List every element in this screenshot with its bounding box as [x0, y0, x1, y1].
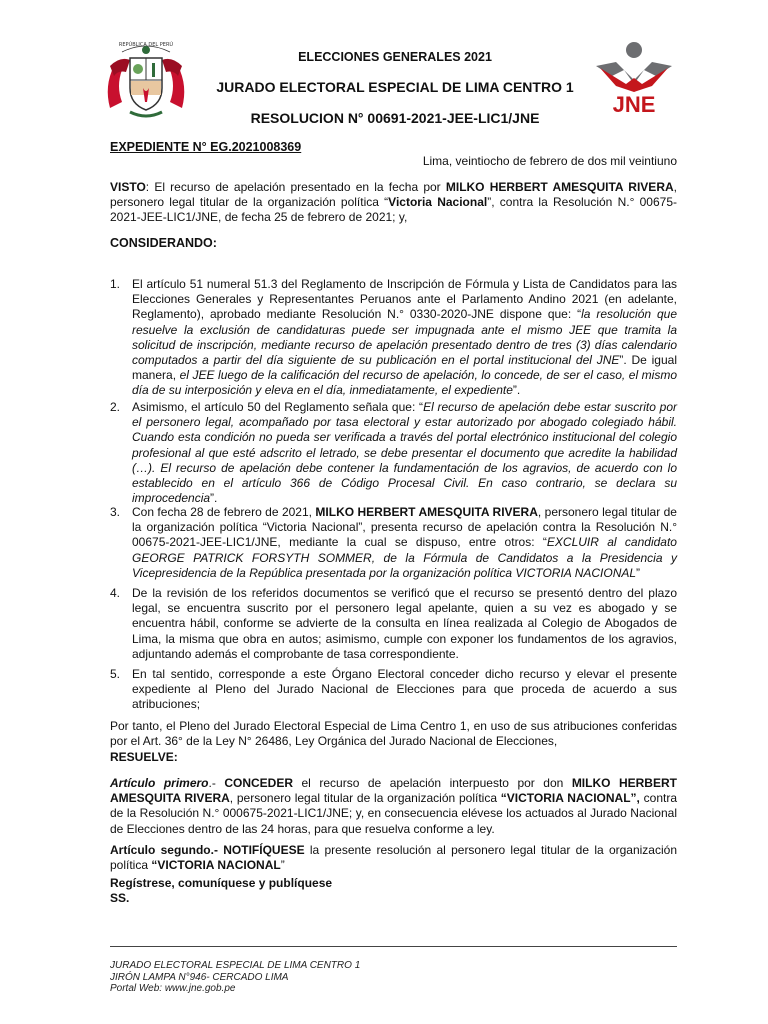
article-one [110, 776, 677, 837]
visto-party: Victoria Nacional [388, 195, 488, 210]
visto-text-3: ”, contra la Resolución N.° 00675-2021-JEE-LIC1/JNE, de fecha 25 de febrero de 2021; y, [110, 195, 677, 225]
list-item [110, 586, 677, 662]
item-text: ”. [512, 383, 521, 398]
footer-divider [110, 946, 677, 947]
item-number: 1. [110, 277, 121, 291]
item-quote: la resolución que resuelve la exclusión de candidaturas puede ser impugnada ante el mismo JEE que tramita la solicitud de inscripción, mediante recurso de apelación presentado dentro de tres (3) días calendario computados a partir del día siguiente de su publicación en el portal institucional del JNE [132, 307, 677, 368]
article-one-text: contra de la Resolución N.° 000675-2021-LIC1/JNE; y, en consecuencia elévese los actuados al Jurado Nacional de Elecciones dentro de las 24 horas, para que resuelva conforme a ley. [110, 791, 677, 836]
item-text: ” [636, 565, 641, 580]
visto-text-2: , personero legal titular de la organización política “ [110, 180, 677, 210]
item-text: De la revisión de los referidos documentos se verificó que el recurso se presentó dentro del plazo legal, se encuentra suscrito por el personero legal apelante, quien a su vez es abogado y se encuentra hábil, conforme se advierte de la consulta en línea realizada al Colegio de Abogados de Lima, la misma que obra en autos; asimismo, cumple con exponer los fundamentos de los agravios, adjuntando además el comprobante de tasa correspondiente. [132, 586, 677, 661]
footer-address: JIRÓN LAMPA N°946- CERCADO LIMA [110, 971, 289, 983]
case-number: EXPEDIENTE N° EG.2021008369 [110, 140, 302, 154]
footer [110, 960, 360, 995]
article-one-verb: CONCEDER [224, 776, 294, 790]
article-two-text: la presente resolución al personero legal titular de la organización política [110, 843, 677, 873]
item-number: 5. [110, 667, 121, 681]
article-two-text: ” [280, 858, 285, 873]
por-tanto-paragraph: Por tanto, el Pleno del Jurado Electoral Especial de Lima Centro 1, en uso de sus atribuciones conferidas por el Art. 36° de la Ley N° 26486, Ley Orgánica del Jurado Nacional de Elecciones, [110, 719, 677, 749]
item-quote: EXCLUIR al candidato GEORGE PATRICK FORSYTH SOMMER, de la Fórmula de Candidatos a la Presidencia y Vicepresidencia de la República presentada por la organización política VICTORIA NACIONAL [132, 535, 677, 580]
article-one-text: .- [208, 776, 225, 790]
visto-text-1: : El recurso de apelación presentado en la fecha por [145, 180, 446, 194]
item-text: En tal sentido, corresponde a este Órgano Electoral conceder dicho recurso y elevar el presente expediente al Pleno del Jurado Nacional de Elecciones para que proceda de acuerdo a sus atribuciones; [132, 667, 677, 712]
election-title: ELECCIONES GENERALES 2021 [298, 50, 492, 64]
closing-line: Regístrese, comuníquese y publíquese [110, 876, 333, 890]
crest-motto: REPÚBLICA DEL PERÚ [118, 42, 174, 48]
signature-abbrev: SS. [110, 891, 130, 905]
article-one-label: Artículo primero [110, 776, 209, 790]
closing-formula [110, 876, 677, 906]
list-item [110, 277, 677, 399]
item-text: , personero legal titular de la organización política “Victoria Nacional”, presenta recurso de apelación contra la Resolución N.° 00675-2021-JEE-LIC1/JNE, mediante la cual se dispuso, entre otros: “ [132, 505, 677, 550]
item-number: 3. [110, 505, 121, 519]
item-text: Asimismo, el artículo 50 del Reglamento señala que: “ [132, 400, 424, 414]
list-item [110, 400, 677, 506]
resuelve-heading: RESUELVE: [110, 750, 178, 764]
article-one-appellant: MILKO HERBERT AMESQUITA RIVERA [110, 776, 677, 806]
article-two-label: Artículo segundo.- NOTIFÍQUESE [110, 843, 305, 857]
jury-title: JURADO ELECTORAL ESPECIAL DE LIMA CENTRO 1 [216, 79, 574, 95]
list-item [110, 505, 677, 581]
item-quote: el JEE luego de la calificación del recurso de apelación, lo concede, de ser el caso, el mismo día de su interposición y eleva en el día, inmediatamente, el expediente [132, 368, 678, 398]
place-date: Lima, veintiocho de febrero de dos mil veintiuno [422, 154, 677, 168]
footer-website: Portal Web: www.jne.gob.pe [110, 983, 236, 994]
list-item [110, 667, 677, 713]
item-appellant: MILKO HERBERT AMESQUITA RIVERA [315, 505, 538, 519]
article-one-text: el recurso de apelación interpuesto por don [293, 776, 572, 790]
item-number: 4. [110, 586, 121, 600]
item-text: ”. De igual manera, [132, 353, 677, 383]
item-quote: El recurso de apelación debe estar suscrito por el personero legal, acompañado por tasa electoral y estar autorizado por abogado colegiado hábil. Cuando esta condición no pueda ser verificada a través del portal electrónico institucional del colegio profesional al que esté adscrito el letrado, se debe presentar el documento que acredite la habilidad (…). El recurso de apelación debe contener la fundamentación de los agravios, de acuerdo con lo establecido en el artículo 366 de Código Procesal Civil. En caso contrario, se declara su improcedencia [132, 400, 677, 506]
jne-logo-text: JNE [612, 92, 656, 116]
jne-logo-icon [592, 40, 676, 116]
footer-line: JURADO ELECTORAL ESPECIAL DE LIMA CENTRO 1 [110, 960, 361, 971]
item-text: Con fecha 28 de febrero de 2021, [132, 505, 316, 519]
considerando-heading: CONSIDERANDO: [110, 236, 217, 250]
article-two [110, 843, 677, 873]
visto-paragraph [110, 180, 677, 226]
item-number: 2. [110, 400, 121, 414]
visto-label: VISTO [110, 180, 146, 194]
resolution-number: RESOLUCION N° 00691-2021-JEE-LIC1/JNE [250, 110, 540, 126]
article-two-party: “VICTORIA NACIONAL [151, 858, 281, 873]
article-one-text: , personero legal titular de la organización política [229, 791, 501, 806]
visto-appellant: MILKO HERBERT AMESQUITA RIVERA [445, 180, 674, 194]
peru-coat-of-arms-icon [100, 36, 192, 120]
article-one-party: “VICTORIA NACIONAL”, [500, 791, 640, 806]
item-text: ”. [210, 491, 218, 506]
item-text: El artículo 51 numeral 51.3 del Reglamento de Inscripción de Fórmula y Lista de Candidatos para las Elecciones Generales y Representantes Peruanos ante el Parlamento Andino 2021 (en adelante, Reglamento), aprobado mediante Resolución N.° 0330-2020-JNE dispone que: “ [132, 277, 677, 322]
